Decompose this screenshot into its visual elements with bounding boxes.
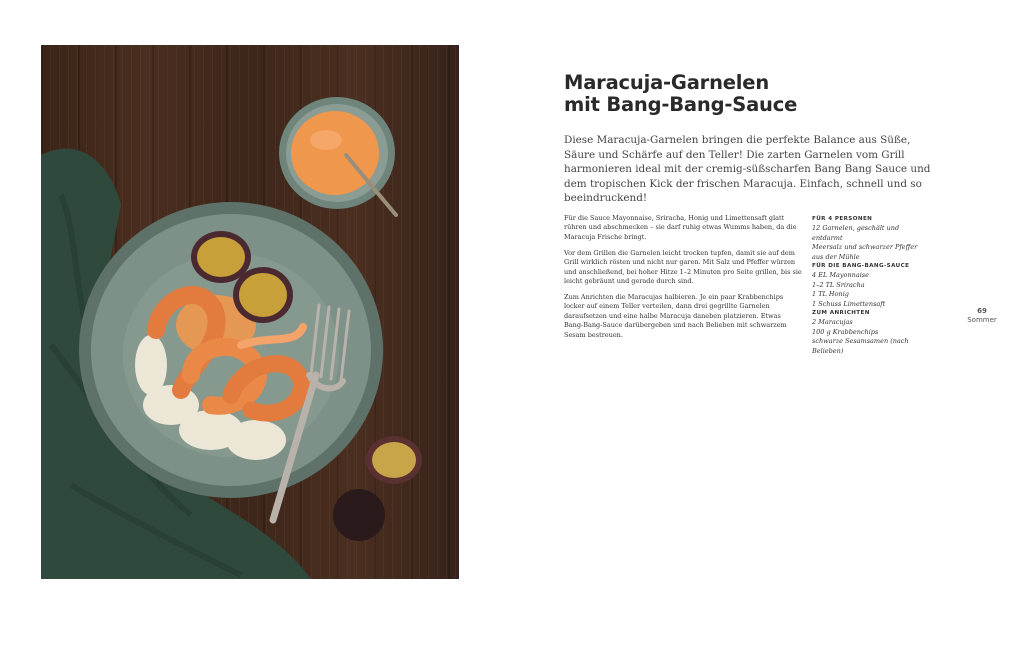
page-number: 69 bbox=[977, 307, 987, 315]
instructions bbox=[564, 214, 802, 347]
section-name: Sommer bbox=[967, 316, 997, 324]
ingredient-line: 1 TL Honig bbox=[812, 290, 849, 299]
servings-heading: FÜR 4 PERSONEN bbox=[812, 216, 873, 222]
recipe-photo bbox=[41, 45, 459, 579]
instruction-step: Vor dem Grillen die Garnelen leicht trocken tupfen, damit sie auf dem Grill wirklich rösten und nicht nur garen. Mit Salz und Pfeffer würzen und anschließend, bei hoher Hitze 1–2 Minuten pro Seite grillen, bis sie leicht gebräunt und gerade durch sind. bbox=[564, 248, 802, 286]
recipe-intro: Diese Maracuja-Garnelen bringen die perfekte Balance aus Süße, Säure und Schärfe auf den Teller! Die zarten Garnelen vom Grill harmonieren ideal mit der cremig-süßscharfen Bang Bang Sauce und dem tropischen Kick der frischen Maracuja. Einfach, schnell und so beeindruckend! bbox=[564, 134, 931, 204]
title-line-2: mit Bang-Bang-Sauce bbox=[564, 93, 798, 116]
page-footer bbox=[960, 307, 1004, 325]
ingredient-line: Belieben) bbox=[812, 346, 844, 355]
ingredient-line: Meersalz und schwarzer Pfeffer bbox=[812, 243, 918, 252]
ingredient-line: entdarmt bbox=[812, 233, 843, 242]
ingredient-line: 1 Schuss Limettensaft bbox=[812, 299, 886, 308]
ingredient-line: 100 g Krabbenchips bbox=[812, 327, 879, 336]
ingredient-line: 12 Garnelen, geschält und bbox=[812, 224, 900, 233]
ingredient-line: schwarze Sesamsamen (nach bbox=[812, 337, 909, 346]
ingredients-list bbox=[812, 215, 930, 356]
sauce-heading: FÜR DIE BANG-BANG-SAUCE bbox=[812, 263, 910, 270]
food-illustration bbox=[41, 45, 459, 579]
instruction-step: Zum Anrichten die Maracujas halbieren. Je ein paar Krabbenchips locker auf einem Teller verteilen, dann drei gegrillte Garnelen daraufsetzen und eine halbe Maracuja daneben platzieren. Etwas Bang-Bang-Sauce darübergeben und nach Belieben mit schwarzem Sesam bestreuen. bbox=[564, 293, 787, 339]
recipe-title bbox=[564, 72, 797, 116]
ingredient-line: 1–2 TL Sriracha bbox=[812, 280, 865, 289]
ingredient-line: 4 EL Mayonnaise bbox=[812, 271, 869, 280]
instruction-step: Für die Sauce Mayonnaise, Sriracha, Honig und Limettensaft glatt rühren und abschmecken – sie darf ruhig etwas Wumms haben, da die Maracuja Frische bringt. bbox=[564, 214, 797, 241]
title-line-1: Maracuja-Garnelen bbox=[564, 71, 769, 94]
serve-heading: ZUM ANRICHTEN bbox=[812, 310, 870, 317]
sauce-bowl bbox=[279, 97, 396, 215]
ingredient-line: aus der Mühle bbox=[812, 252, 860, 261]
ingredient-line: 2 Maracujas bbox=[812, 318, 853, 327]
